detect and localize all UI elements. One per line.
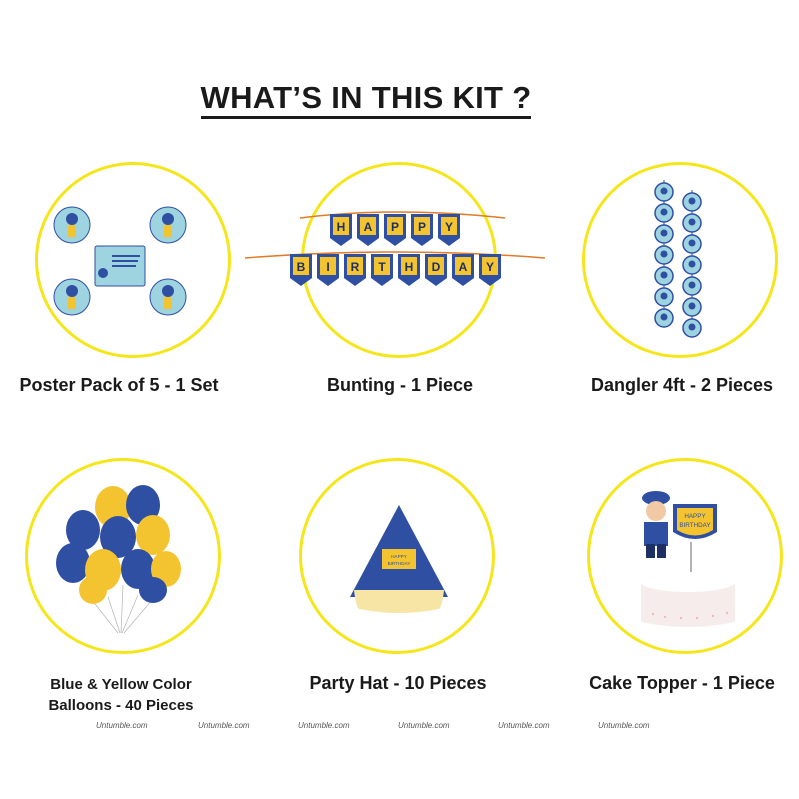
watermark-1: Untumble.com xyxy=(96,721,148,730)
party-hat-image xyxy=(344,505,454,615)
dangler-figure xyxy=(689,240,696,247)
dangler-figure xyxy=(689,324,696,331)
dangler-label: Dangler 4ft - 2 Pieces xyxy=(590,375,774,395)
bunting-top-flag-letter: P xyxy=(417,220,427,234)
watermark-2: Untumble.com xyxy=(198,721,250,730)
topper-text-line1: HAPPY xyxy=(684,513,706,520)
dangler-figure xyxy=(689,282,696,289)
watermark-3: Untumble.com xyxy=(298,721,350,730)
dangler-figure xyxy=(661,272,668,279)
balloons-label-line2: Balloons - 40 Pieces xyxy=(48,697,194,714)
bunting-top-flag-letter: H xyxy=(336,220,346,234)
dangler-figure xyxy=(661,209,668,216)
watermark-6: Untumble.com xyxy=(598,721,650,730)
balloons-label-line1: Blue & Yellow Color xyxy=(50,676,192,693)
poster-pack-label: Poster Pack of 5 - 1 Set xyxy=(19,375,219,395)
watermark-5: Untumble.com xyxy=(498,721,550,730)
dangler-figure xyxy=(689,303,696,310)
hat-text-line2: BIRTHDAY xyxy=(387,561,411,566)
bunting-bottom-flag-letter: Y xyxy=(485,260,495,274)
bunting-bottom-flag-letter: I xyxy=(326,260,330,274)
topper-text-line2: BIRTHDAY xyxy=(679,522,711,529)
bunting-bottom-flag-letter: B xyxy=(296,260,306,274)
dangler-figure xyxy=(689,219,696,226)
cake-topper-image xyxy=(633,486,743,636)
bunting-bottom-flag-letter: D xyxy=(431,260,441,274)
dangler-figure xyxy=(661,314,668,321)
balloons-label xyxy=(40,674,202,716)
hat-text-line1: HAPPY xyxy=(391,554,407,559)
bunting-top-flag-letter: Y xyxy=(444,220,454,234)
dangler-figure xyxy=(661,251,668,258)
balloons-image xyxy=(48,485,198,635)
dangler-figure xyxy=(661,188,668,195)
bunting-bottom-flag-letter: R xyxy=(350,260,360,274)
dangler-figure xyxy=(661,293,668,300)
bunting-top-flag-letter: P xyxy=(390,220,400,234)
poster-pack-image xyxy=(52,203,192,323)
bunting-bottom-flag-letter: T xyxy=(378,260,386,274)
dangler-image xyxy=(650,180,710,350)
dangler-figure xyxy=(689,261,696,268)
bunting-label: Bunting - 1 Piece xyxy=(326,375,474,395)
page-title: WHAT’S IN THIS KIT ? xyxy=(0,80,732,116)
bunting-bottom-flag-letter: A xyxy=(458,260,468,274)
watermark-4: Untumble.com xyxy=(398,721,450,730)
bunting-image xyxy=(245,206,545,306)
dangler-figure xyxy=(661,230,668,237)
dangler-figure xyxy=(689,198,696,205)
bunting-bottom-flag-letter: H xyxy=(404,260,414,274)
cake-topper-label: Cake Topper - 1 Piece xyxy=(589,673,775,693)
party-hat-label: Party Hat - 10 Pieces xyxy=(309,673,487,693)
bunting-top-flag-letter: A xyxy=(363,220,373,234)
